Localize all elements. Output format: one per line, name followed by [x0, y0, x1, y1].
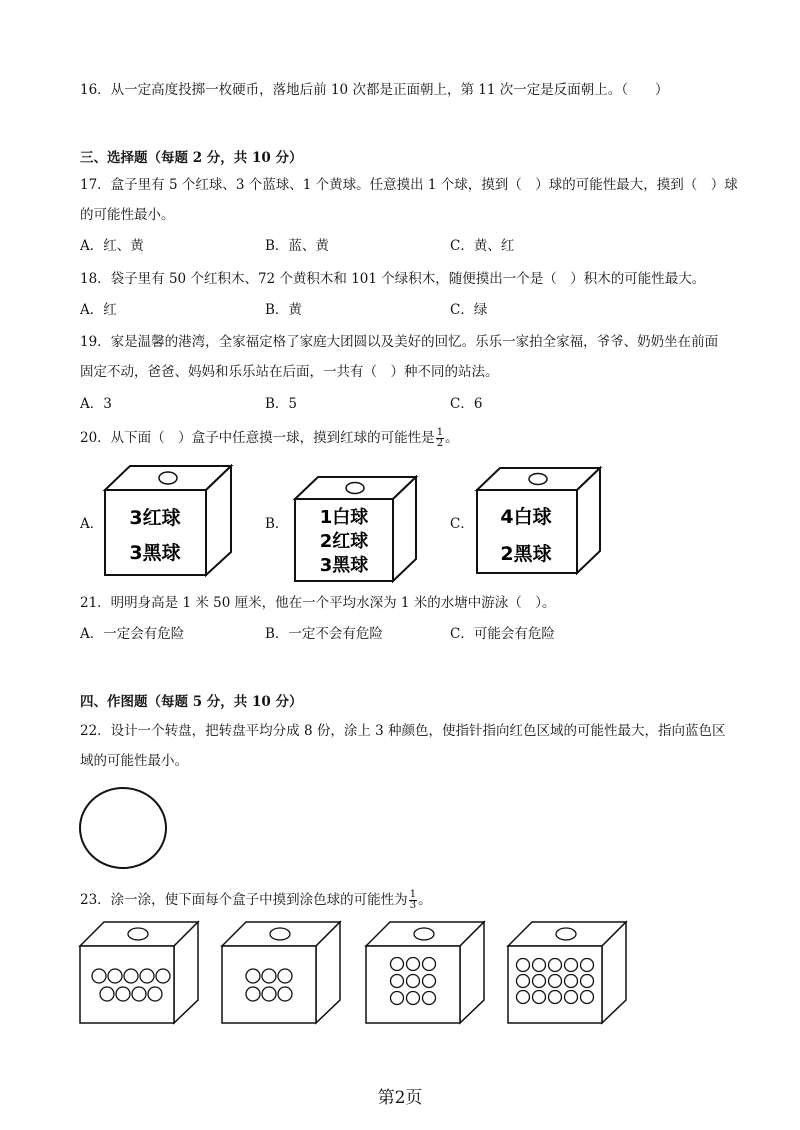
- question-20: 20．从下面（ ）盒子中任意摸一球，摸到红球的可能性是 $\frac{1}{2}$ 。: [80, 427, 459, 449]
- box-b-line1: 1白球: [319, 507, 369, 528]
- question-20-text: 20．从下面（ ）盒子中任意摸一球，摸到红球的可能性是: [80, 430, 435, 446]
- q21-option-a: A．一定会有危险: [80, 626, 185, 642]
- page-number: 第2页: [377, 1088, 423, 1108]
- section-4-title: 四、作图题（每题 5 分，共 10 分）: [80, 694, 303, 710]
- q17-option-a: A．红、黄: [80, 238, 144, 254]
- question-22-line2: 域的可能性最小。: [80, 753, 188, 769]
- box-a-line2: 3黑球: [129, 542, 181, 564]
- q20-label-a: A．: [80, 516, 104, 532]
- q17-option-b: B．蓝、黄: [265, 238, 329, 254]
- question-17-line2: 的可能性最小。: [80, 207, 175, 223]
- fraction-one-half: $\frac{1}{2}$: [436, 427, 444, 449]
- q18-option-c: C．绿: [450, 302, 488, 318]
- question-23-text: 23．涂一涂，使下面每个盒子中摸到涂色球的可能性为: [80, 892, 408, 908]
- fraction-one-third: $\frac{1}{3}$: [409, 889, 417, 911]
- question-19-line2: 固定不动，爸爸、妈妈和乐乐站在后面，一共有（ ）种不同的站法。: [80, 364, 499, 380]
- q20-label-c: C．: [450, 516, 474, 532]
- q18-option-b: B．黄: [265, 302, 302, 318]
- question-22-line1: 22．设计一个转盘，把转盘平均分成 8 份，涂上 3 种颜色，使指针指向红色区域的可能性最大，指向蓝色区: [80, 723, 726, 739]
- q21-option-b: B．一定不会有危险: [265, 626, 383, 642]
- q20-box-c: [472, 465, 604, 577]
- question-16: 16．从一定高度投掷一枚硬币，落地后前 10 次都是正面朝上，第 11 次一定是反面朝上。（ ）: [80, 82, 669, 98]
- q20-box-a: [100, 462, 235, 578]
- q17-option-c: C．黄、红: [450, 238, 515, 254]
- q19-option-b: B．5: [265, 396, 298, 412]
- q20-box-b: [290, 474, 420, 584]
- question-19-line1: 19．家是温馨的港湾，全家福定格了家庭大团圆以及美好的回忆。乐乐一家拍全家福，爷爷、奶奶坐在前面: [80, 334, 719, 350]
- q19-option-a: A．3: [80, 396, 112, 412]
- q19-option-c: C．6: [450, 396, 483, 412]
- box-b-line3: 3黑球: [319, 555, 369, 576]
- question-18: 18．袋子里有 50 个红积木、72 个黄积木和 101 个绿积木，随便摸出一个是（ ）积木的可能性最大。: [80, 271, 706, 287]
- box-b-line2: 2红球: [319, 531, 369, 552]
- q23-box-1: [78, 920, 202, 1026]
- question-17-line1: 17．盒子里有 5 个红球、3 个蓝球、1 个黄球。任意摸出 1 个球，摸到（ ）球的可能性最大，摸到（ ）球: [80, 177, 738, 193]
- q23-box-2: [220, 920, 344, 1026]
- q23-box-3: [364, 920, 488, 1026]
- question-21: 21．明明身高是 1 米 50 厘米，他在一个平均水深为 1 米的水塘中游泳（ ）。: [80, 595, 556, 611]
- section-3-title: 三、选择题（每题 2 分，共 10 分）: [80, 150, 303, 166]
- question-23: 23．涂一涂，使下面每个盒子中摸到涂色球的可能性为 $\frac{1}{3}$ 。: [80, 889, 432, 911]
- box-c-line1: 4白球: [500, 506, 552, 528]
- spinner-circle: [78, 786, 170, 872]
- q23-box-4: [506, 920, 630, 1026]
- q18-option-a: A．红: [80, 302, 117, 318]
- q20-label-b: B．: [265, 516, 289, 532]
- box-4-balls: [517, 959, 594, 1004]
- box-c-line2: 2黑球: [500, 543, 552, 565]
- box-3-balls: [391, 958, 436, 1005]
- q21-option-c: C．可能会有危险: [450, 626, 555, 642]
- box-a-line1: 3红球: [129, 507, 181, 529]
